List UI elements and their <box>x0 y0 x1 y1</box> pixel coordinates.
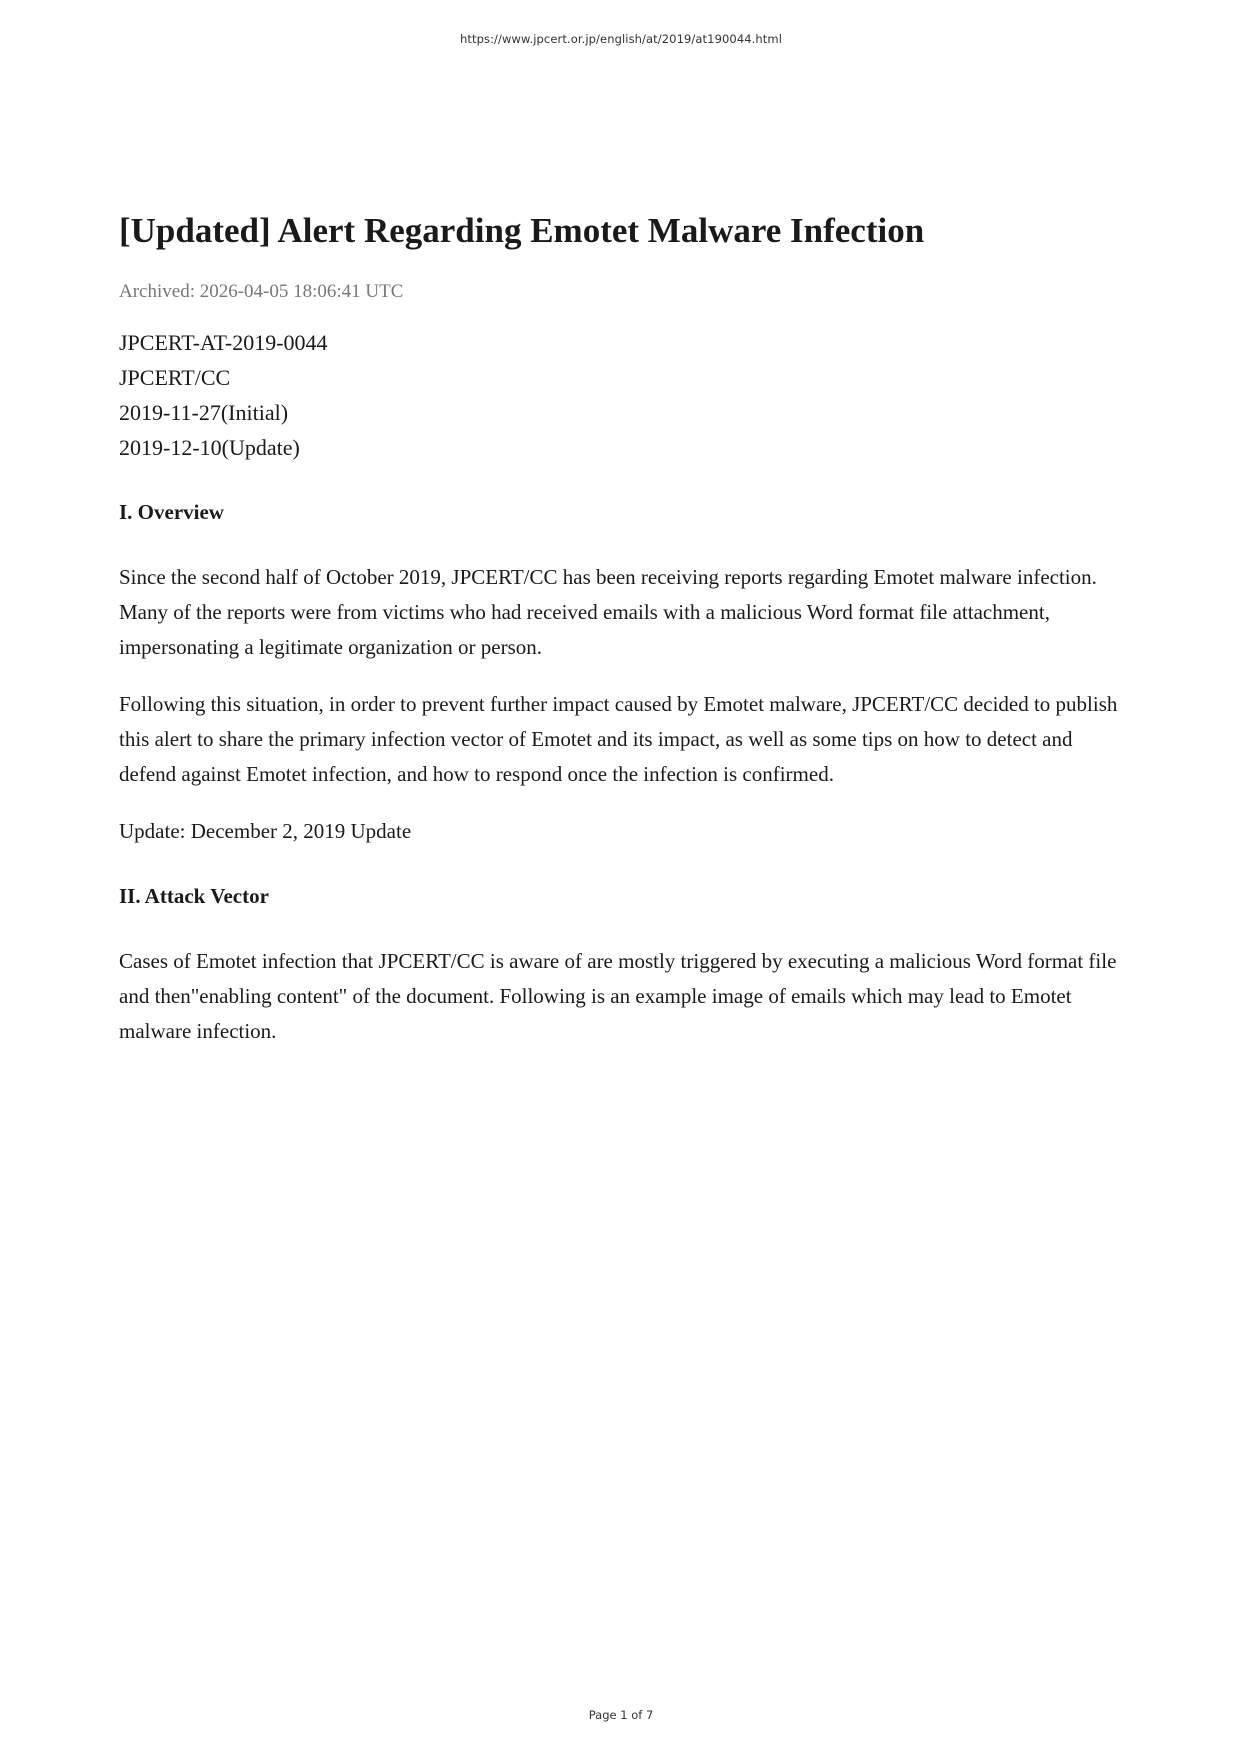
paragraph: Cases of Emotet infection that JPCERT/CC is aware of are mostly triggered by executing a malicious Word format file and then"enabling content" of the document. Following is an example image of emails which may lead to Emotet malware infection. <box>119 949 1117 1044</box>
paragraph: Since the second half of October 2019, JPCERT/CC has been receiving reports regarding Emotet malware infection. Many of the reports were from victims who had received emails with a malicious Word format file attachment, impersonating a legitimate organization or person. <box>119 564 1097 659</box>
initial-date: 2019-11-27(Initial) <box>119 399 289 425</box>
update-date: 2019-12-10(Update) <box>119 434 300 460</box>
page-number: Page 1 of 7 <box>588 1708 654 1722</box>
section-heading-attack-vector: II. Attack Vector <box>119 883 269 908</box>
alert-id: JPCERT-AT-2019-0044 <box>119 329 328 355</box>
page-title: [Updated] Alert Regarding Emotet Malware Infection <box>119 211 925 250</box>
page-url-header: https://www.jpcert.or.jp/english/at/2019/at190044.html <box>459 32 783 46</box>
organization: JPCERT/CC <box>119 364 231 390</box>
article <box>119 210 1129 1071</box>
document-meta <box>119 325 1129 465</box>
section-heading-overview: I. Overview <box>119 499 224 524</box>
paragraph: Following this situation, in order to prevent further impact caused by Emotet malware, JPCERT/CC decided to publish this alert to share the primary infection vector of Emotet and its impact, as well as some tips on how to detect and defend against Emotet infection, and how to respond once the infection is confirmed. <box>119 691 1118 786</box>
archived-timestamp: Archived: 2026-04-05 18:06:41 UTC <box>119 281 404 302</box>
update-note: Update: December 2, 2019 Update <box>119 818 412 843</box>
